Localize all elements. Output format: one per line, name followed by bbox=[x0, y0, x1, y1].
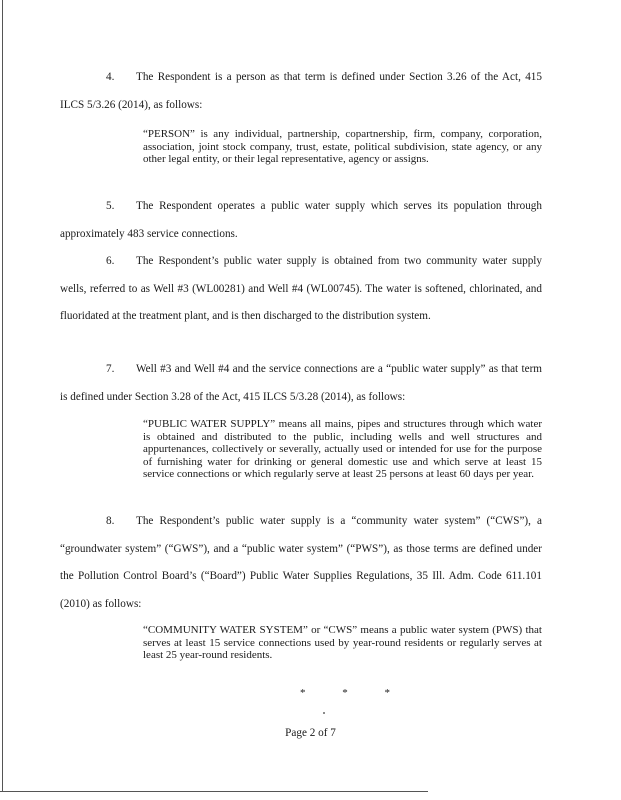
paragraph-text: The Respondent is a person as that term is defined under Section 3.26 of the Act, 415 ILCS 5/3.26 (2014), as follows: bbox=[60, 71, 542, 111]
paragraph-number: 6. bbox=[106, 255, 115, 267]
paragraph-number: 8. bbox=[106, 515, 115, 527]
paragraph-text: The Respondent’s public water supply is obtained from two community water supply wells, referred to as Well #3 (WL00281) and Well #4 (WL00745). The water is softened, chlorinated, and fluoridated at the treatment plant, and is then discharged to the distribution system. bbox=[60, 255, 542, 322]
paragraph-number: 7. bbox=[106, 363, 115, 375]
paragraph-4 bbox=[60, 64, 542, 119]
ellipsis-star: * bbox=[384, 687, 390, 699]
paragraph-number: 5. bbox=[106, 200, 115, 212]
paragraph-text: The Respondent operates a public water supply which serves its population through approximately 483 service connections. bbox=[60, 200, 542, 240]
paragraph-7 bbox=[60, 356, 542, 411]
scan-speck bbox=[323, 712, 325, 714]
definition-public-water-supply: “PUBLIC WATER SUPPLY” means all mains, pipes and structures through which water is obtained and distributed to the public, including wells and well structures and appurtenances, collectively or severally, actually used or intended for use for the purpose of furnishing water for drinking or general domestic use and which serve at least 15 service connections or which regularly serve at least 25 persons at least 60 days per year. bbox=[143, 418, 542, 481]
page-edge-bottom bbox=[0, 791, 428, 792]
paragraph-8 bbox=[60, 508, 542, 618]
definition-person: “PERSON” is any individual, partnership, copartnership, firm, company, corporation, association, joint stock company, trust, estate, political subdivision, state agency, or any other legal entity, or their legal representative, agency or assigns. bbox=[143, 128, 542, 166]
paragraph-5 bbox=[60, 193, 542, 248]
ellipsis-star: * bbox=[342, 687, 348, 699]
definition-community-water-system: “COMMUNITY WATER SYSTEM” or “CWS” means a public water system (PWS) that serves at least 15 service connections used by year-round residents or regularly serves at least 25 year-round residents. bbox=[143, 624, 542, 662]
ellipsis-star: * bbox=[300, 687, 306, 699]
page-edge-left bbox=[2, 0, 3, 792]
paragraph-6 bbox=[60, 248, 542, 331]
page-number-footer: Page 2 of 7 bbox=[285, 727, 336, 739]
paragraph-text: The Respondent’s public water supply is a “community water system” (“CWS”), a “groundwater system” (“GWS”), and a “public water system” (“PWS”), as those terms are defined under the Pollution Control Board’s (“Board”) Public Water Supplies Regulations, 35 Ill. Adm. Code 611.101 (2010) as follows: bbox=[60, 515, 542, 610]
paragraph-number: 4. bbox=[106, 71, 115, 83]
paragraph-text: Well #3 and Well #4 and the service connections are a “public water supply” as that term is defined under Section 3.28 of the Act, 415 ILCS 5/3.28 (2014), as follows: bbox=[60, 363, 542, 403]
ellipsis-stars bbox=[300, 687, 390, 699]
